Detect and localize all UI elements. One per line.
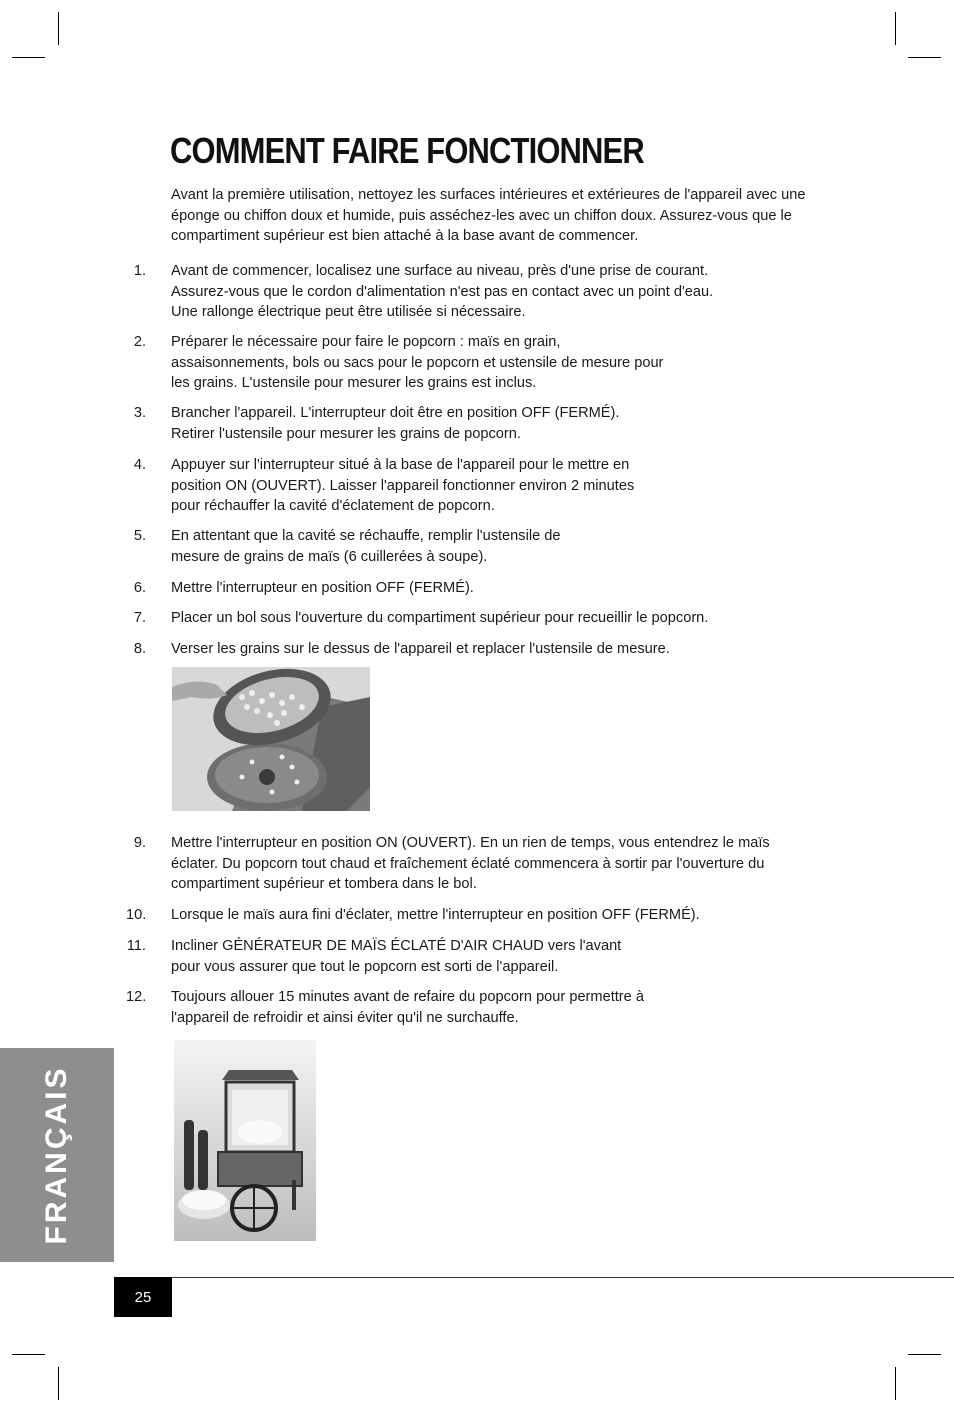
page-number: 25 bbox=[114, 1277, 172, 1317]
crop-mark bbox=[12, 1354, 45, 1355]
step-text: Toujours allouer 15 minutes avant de refaire du popcorn pour permettre à l'appareil de refroidir et ainsi éviter qu'il ne surchauffe. bbox=[171, 989, 644, 1026]
step-number: 1. bbox=[133, 263, 146, 279]
step-number: 4. bbox=[133, 457, 146, 473]
step-number: 9. bbox=[133, 835, 146, 851]
step-text: Brancher l'appareil. L'interrupteur doit être en position OFF (FERMÉ). Retirer l'ustensile pour mesurer les grains de popcorn. bbox=[171, 405, 620, 442]
step-text: Préparer le nécessaire pour faire le popcorn : maïs en grain, assaisonnements, bols ou sacs pour le popcorn et ustensile de mesure pour les grains. L'ustensile pour mesurer les grains est inclus. bbox=[171, 334, 664, 391]
step-number: 10. bbox=[126, 907, 147, 923]
popcorn-cart-photo bbox=[174, 1040, 316, 1241]
crop-mark bbox=[895, 12, 896, 45]
step-text: Incliner GÉNÉRATEUR DE MAÏS ÉCLATÉ D'AIR CHAUD vers l'avant pour vous assurer que tout le popcorn est sorti de l'appareil. bbox=[171, 938, 622, 975]
kernels-pouring-photo bbox=[172, 667, 370, 811]
step-text: Appuyer sur l'interrupteur situé à la base de l'appareil pour le mettre en position ON (OUVERT). Laisser l'appareil fonctionner environ 2 minutes pour réchauffer la cavité d'éclatement de popcorn. bbox=[171, 457, 635, 514]
step-text: Mettre l'interrupteur en position ON (OUVERT). En un rien de temps, vous entendrez le maïs éclater. Du popcorn tout chaud et fraîchement éclaté commencera à sortir par l'ouverture du compartiment supérieur et tombera dans le bol. bbox=[171, 835, 770, 892]
page-title: COMMENT FAIRE FONCTIONNER bbox=[170, 130, 644, 171]
step-number: 3. bbox=[133, 405, 146, 421]
step-number: 6. bbox=[133, 580, 146, 596]
step-text: Verser les grains sur le dessus de l'appareil et replacer l'ustensile de mesure. bbox=[171, 641, 670, 657]
crop-mark bbox=[12, 57, 45, 58]
footer-divider bbox=[114, 1277, 954, 1278]
step-text: Avant de commencer, localisez une surface au niveau, près d'une prise de courant. Assurez-vous que le cordon d'alimentation n'est pas en contact avec un point d'eau. Une rallonge électrique peut être utilisée si nécessaire. bbox=[171, 263, 714, 320]
step-number: 7. bbox=[133, 610, 146, 626]
step-number: 11. bbox=[126, 938, 146, 954]
language-label: FRANÇAIS bbox=[40, 1065, 73, 1245]
crop-mark bbox=[908, 57, 941, 58]
language-tab bbox=[0, 1048, 114, 1262]
crop-mark bbox=[908, 1354, 941, 1355]
step-number: 8. bbox=[133, 641, 146, 657]
step-text: Placer un bol sous l'ouverture du compartiment supérieur pour recueillir le popcorn. bbox=[171, 610, 709, 626]
step-text: En attentant que la cavité se réchauffe, remplir l'ustensile de mesure de grains de maïs (6 cuillerées à soupe). bbox=[171, 528, 561, 565]
step-text: Mettre l'interrupteur en position OFF (FERMÉ). bbox=[171, 580, 474, 596]
step-number: 5. bbox=[133, 528, 146, 544]
step-number: 12. bbox=[126, 989, 147, 1005]
crop-mark bbox=[58, 1367, 59, 1400]
crop-mark bbox=[895, 1367, 896, 1400]
step-number: 2. bbox=[133, 334, 146, 350]
crop-mark bbox=[58, 12, 59, 45]
intro-paragraph: Avant la première utilisation, nettoyez les surfaces intérieures et extérieures de l'appareil avec une éponge ou chiffon doux et humide, puis asséchez-les avec un chiffon doux. Assurez-vous que le compartiment supérieur est bien attaché à la base avant de commencer. bbox=[171, 187, 806, 244]
step-text: Lorsque le maïs aura fini d'éclater, mettre l'interrupteur en position OFF (FERMÉ). bbox=[171, 907, 700, 923]
